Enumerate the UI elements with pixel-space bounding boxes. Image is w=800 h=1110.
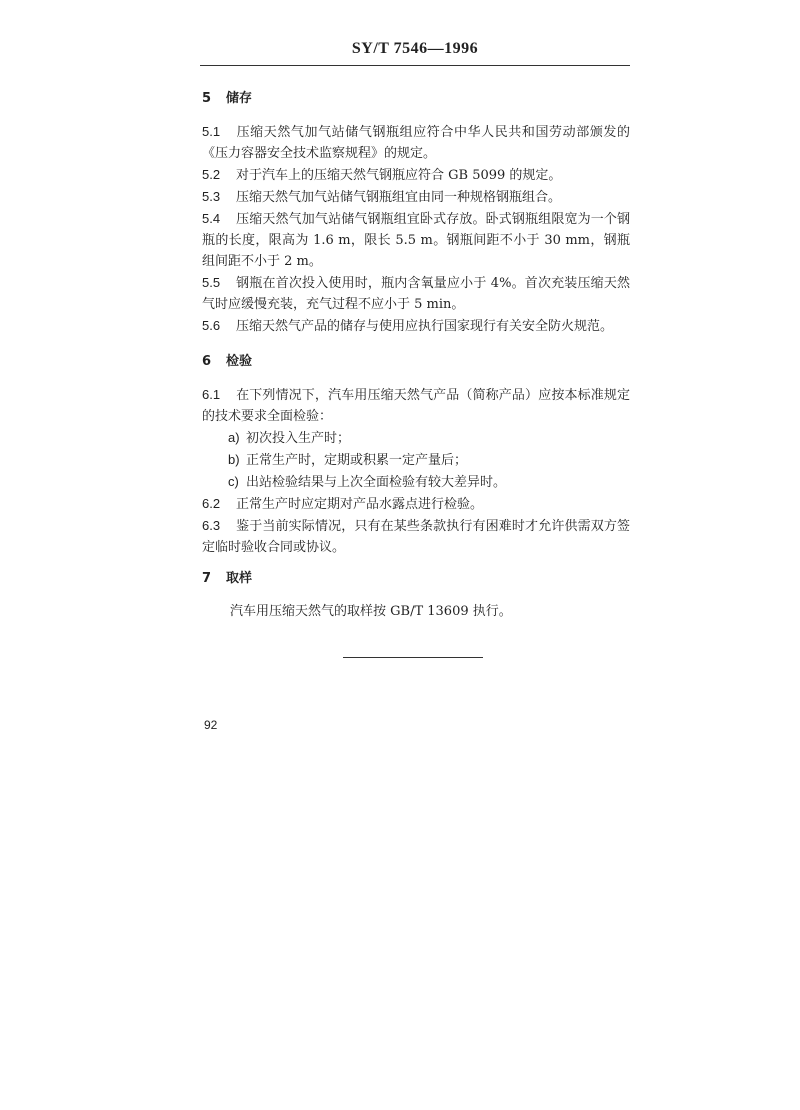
clause-number: 5.4	[202, 211, 221, 226]
section-heading-5	[202, 88, 630, 109]
section-number: 6	[202, 354, 212, 369]
spacer	[202, 558, 630, 568]
clause-number: 5.6	[202, 318, 221, 333]
clause-text: 鉴于当前实际情况，只有在某些条款执行有困难时才允许供需双方签定临时验收合同或协议。	[202, 519, 630, 555]
clause-5-2	[202, 164, 630, 186]
clause-text: 对于汽车上的压缩天然气钢瓶应符合 GB 5099 的规定。	[236, 168, 562, 183]
clause-text: 钢瓶在首次投入使用时，瓶内含氧量应小于 4%。首次充装压缩天然气时应缓慢充装，充气过程不应小于 5 min。	[202, 276, 630, 312]
clause-text: 压缩天然气产品的储存与使用应执行国家现行有关安全防火规范。	[236, 319, 614, 334]
page-number: 92	[204, 718, 218, 732]
clause-text: 在下列情况下，汽车用压缩天然气产品（简称产品）应按本标准规定的技术要求全面检验：	[202, 388, 630, 424]
clause-5-3	[202, 186, 630, 208]
item-text: 初次投入生产时；	[246, 431, 351, 446]
clause-5-1	[202, 121, 630, 164]
clause-text: 压缩天然气加气站储气钢瓶组宜卧式存放。卧式钢瓶组限宽为一个钢瓶的长度，限高为 1.6 m，限长 5.5 m。钢瓶间距不小于 30 mm，钢瓶组间距不小于 2 m。	[202, 212, 630, 269]
end-of-document-rule	[343, 657, 483, 658]
spacer	[202, 337, 630, 351]
clause-6-1	[202, 384, 630, 427]
item-label: a)	[228, 430, 240, 445]
item-label: c)	[228, 474, 239, 489]
item-text: 正常生产时，定期或积累一定产量后；	[246, 453, 468, 468]
document-body	[202, 88, 630, 622]
clause-5-5	[202, 272, 630, 315]
clause-number: 6.2	[202, 496, 221, 511]
clause-5-4	[202, 208, 630, 272]
clause-text: 压缩天然气加气站储气钢瓶组应符合中华人民共和国劳动部颁发的《压力容器安全技术监察规程》的规定。	[202, 125, 630, 161]
section-number: 7	[202, 571, 212, 586]
clause-6-3	[202, 515, 630, 558]
section-title: 检验	[226, 354, 253, 369]
item-text: 出站检验结果与上次全面检验有较大差异时。	[246, 475, 507, 490]
section-title: 取样	[226, 571, 253, 586]
list-item-a	[202, 427, 630, 449]
section-heading-7	[202, 568, 630, 589]
sampling-paragraph: 汽车用压缩天然气的取样按 GB/T 13609 执行。	[230, 604, 512, 619]
clause-6-2	[202, 493, 630, 515]
clause-number: 5.1	[202, 124, 221, 139]
clause-number: 5.2	[202, 167, 221, 182]
standard-code-header: SY/T 7546—1996	[351, 40, 479, 57]
clause-text: 压缩天然气加气站储气钢瓶组宜由同一种规格钢瓶组合。	[236, 190, 562, 205]
clause-number: 5.5	[202, 275, 221, 290]
section-heading-6	[202, 351, 630, 372]
section-number: 5	[202, 91, 212, 106]
header-divider	[200, 65, 630, 66]
clause-number: 6.1	[202, 387, 221, 402]
list-item-c	[202, 471, 630, 493]
clause-number: 6.3	[202, 518, 221, 533]
list-item-b	[202, 449, 630, 471]
clause-number: 5.3	[202, 189, 221, 204]
section-title: 储存	[226, 91, 253, 106]
item-label: b)	[228, 452, 240, 467]
clause-text: 正常生产时应定期对产品水露点进行检验。	[236, 497, 484, 512]
clause-5-6	[202, 315, 630, 337]
